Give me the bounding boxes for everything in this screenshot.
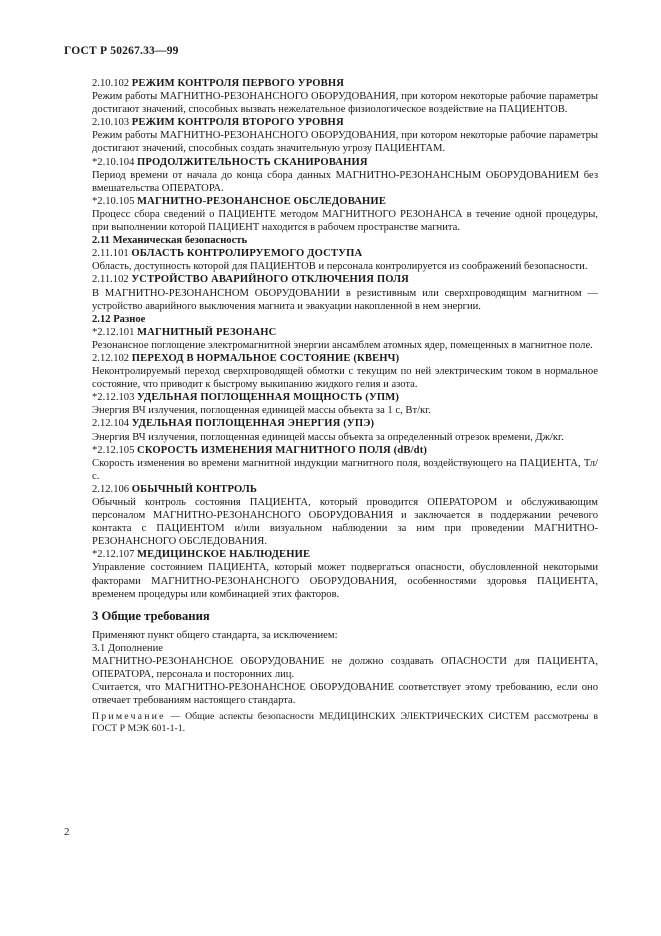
term-entry [92,391,598,417]
term-entry [92,195,598,234]
subsection-heading: 2.12 Разное [92,313,146,325]
subsection-heading: 2.11 Механическая безопасность [92,235,248,247]
term-entry [92,548,598,600]
term-title: МАГНИТНО-РЕЗОНАНСНОЕ ОБСЛЕДОВАНИЕ [137,195,387,207]
section-paragraph: МАГНИТНО-РЕЗОНАНСНОЕ ОБОРУДОВАНИЕ не должно создавать ОПАСНОСТИ для ПАЦИЕНТА, ОПЕРАТОРА, персонала и посторонних лиц. [92,655,598,681]
term-definition: Область, доступность которой для ПАЦИЕНТОВ и персонала контролируется из соображений безопасности. [92,261,588,273]
term-definition: Обычный контроль состояния ПАЦИЕНТА, который проводится ОПЕРАТОРОМ и обслуживающим персоналом МАГНИТНО-РЕЗОНАНСНОГО ОБОРУДОВАНИЯ и заключается в поддержании речевого контакта с ПАЦИЕНТОМ и/или визуальном наблюдении за ним при проведении МАГНИТНО-РЕЗОНАНСНОГО ОБСЛЕДОВАНИЯ. [92,497,598,548]
term-number: *2.12.107 [92,549,135,561]
term-number: 2.10.103 [92,117,130,129]
term-entry [92,116,598,155]
term-title: УСТРОЙСТВО АВАРИЙНОГО ОТКЛЮЧЕНИЯ ПОЛЯ [131,274,409,286]
section-paragraph: Применяют пункт общего стандарта, за исключением: [92,629,338,641]
term-title: РЕЖИМ КОНТРОЛЯ ПЕРВОГО УРОВНЯ [131,78,345,89]
term-definition: Режим работы МАГНИТНО-РЕЗОНАНСНОГО ОБОРУДОВАНИЯ, при котором некоторые рабочие параметры достигают значений, способных вызвать нежелательное физиологическое воздействие на ПАЦИЕНТОВ. [92,91,598,116]
term-definition: Период времени от начала до конца сбора данных МАГНИТНО-РЕЗОНАНСНЫМ ОБОРУДОВАНИЕМ без вмешательства ОПЕРАТОРА. [92,169,598,194]
term-entry [92,77,598,116]
note-text: — Общие аспекты безопасности МЕДИЦИНСКИХ ЭЛЕКТРИЧЕСКИХ СИСТЕМ рассмотрены в ГОСТ Р МЭК 601-1-1. [92,711,598,735]
note [92,711,598,735]
note-label: Примечание [92,711,166,723]
term-definition: В МАГНИТНО-РЕЗОНАНСНОМ ОБОРУДОВАНИИ в резистивным или сверхпроводящим магнитном — устройство аварийного выключения магнита и эвакуации накопленной в нем энергии. [92,287,598,312]
term-definition: Неконтролируемый переход сверхпроводящей обмотки с текущим по ней электрическим током в нормальное состояние, что приводит к быстрому выкипанию жидкого гелия и азота. [92,366,598,391]
term-definition: Энергия ВЧ излучения, поглощенная единицей массы объекта за 1 с, Вт/кг. [92,405,431,417]
term-title: СКОРОСТЬ ИЗМЕНЕНИЯ МАГНИТНОГО ПОЛЯ (dB/dt) [137,444,428,456]
term-entry [92,444,598,483]
page-content [92,77,598,735]
term-definition: Процесс сбора сведений о ПАЦИЕНТЕ методом МАГНИТНОГО РЕЗОНАНСА в течение одной процедуры, при выполнении которой ПАЦИЕНТ находится в рабочем пространстве магнита. [92,208,598,234]
term-definition: Управление состоянием ПАЦИЕНТА, который может подвергаться опасности, обусловленной некоторыми факторами МАГНИТНО-РЕЗОНАНСНОГО ОБОРУДОВАНИЯ, особенностями здоровья ПАЦИЕНТА, временем процедуры или комбинацией этих факторов. [92,562,598,600]
term-number: *2.10.104 [92,156,135,168]
term-title: МЕДИЦИНСКОЕ НАБЛЮДЕНИЕ [137,549,311,561]
term-title: РЕЖИМ КОНТРОЛЯ ВТОРОГО УРОВНЯ [131,117,344,129]
term-number: 2.11.102 [92,274,129,286]
term-title: МАГНИТНЫЙ РЕЗОНАНС [137,326,277,338]
term-definition: Режим работы МАГНИТНО-РЕЗОНАНСНОГО ОБОРУДОВАНИЯ, при котором некоторые рабочие параметры достигают значений, способных создать значительную угрозу ПАЦИЕНТАМ. [92,130,598,155]
term-title: УДЕЛЬНАЯ ПОГЛОЩЕННАЯ ЭНЕРГИЯ (УПЭ) [131,418,375,430]
term-entry [92,247,598,273]
term-number: 2.12.104 [92,418,130,430]
term-definition: Скорость изменения во времени магнитной индукции магнитного поля, воздействующего на ПАЦИЕНТА, Тл/с. [92,457,598,482]
term-entry [92,417,598,443]
clause-heading: 3.1 Дополнение [92,642,163,654]
term-definition: Резонансное поглощение электромагнитной энергии ансамблем атомных ядер, помещенных в магнитное поле. [92,339,593,351]
term-number: *2.12.101 [92,326,135,338]
term-number: 2.10.102 [92,78,130,89]
term-number: 2.12.106 [92,483,130,495]
term-number: *2.10.105 [92,195,135,207]
term-entry [92,326,598,352]
term-title: ПЕРЕХОД В НОРМАЛЬНОЕ СОСТОЯНИЕ (КВЕНЧ) [131,352,400,364]
term-definition: Энергия ВЧ излучения, поглощенная единицей массы объекта за определенный отрезок времени, Дж/кг. [92,431,564,443]
term-number: *2.12.105 [92,444,135,456]
term-number: *2.12.103 [92,392,135,404]
term-number: 2.12.102 [92,352,130,364]
term-title: УДЕЛЬНАЯ ПОГЛОЩЕННАЯ МОЩНОСТЬ (УПМ) [137,392,400,404]
term-number: 2.11.101 [92,248,129,260]
term-entry [92,156,598,195]
page-number: 2 [64,826,70,838]
term-entry [92,352,598,391]
term-entry [92,483,598,548]
document-header: ГОСТ Р 50267.33—99 [64,45,179,57]
term-title: ОБЫЧНЫЙ КОНТРОЛЬ [131,483,258,495]
section-heading: 3 Общие требования [92,608,210,623]
term-title: ОБЛАСТЬ КОНТРОЛИРУЕМОГО ДОСТУПА [131,248,363,260]
term-entry [92,273,598,312]
term-title: ПРОДОЛЖИТЕЛЬНОСТЬ СКАНИРОВАНИЯ [137,156,368,168]
section-paragraph: Считается, что МАГНИТНО-РЕЗОНАНСНОЕ ОБОРУДОВАНИЕ соответствует этому требованию, если оно отвечает требованиям настоящего стандарта. [92,682,598,707]
